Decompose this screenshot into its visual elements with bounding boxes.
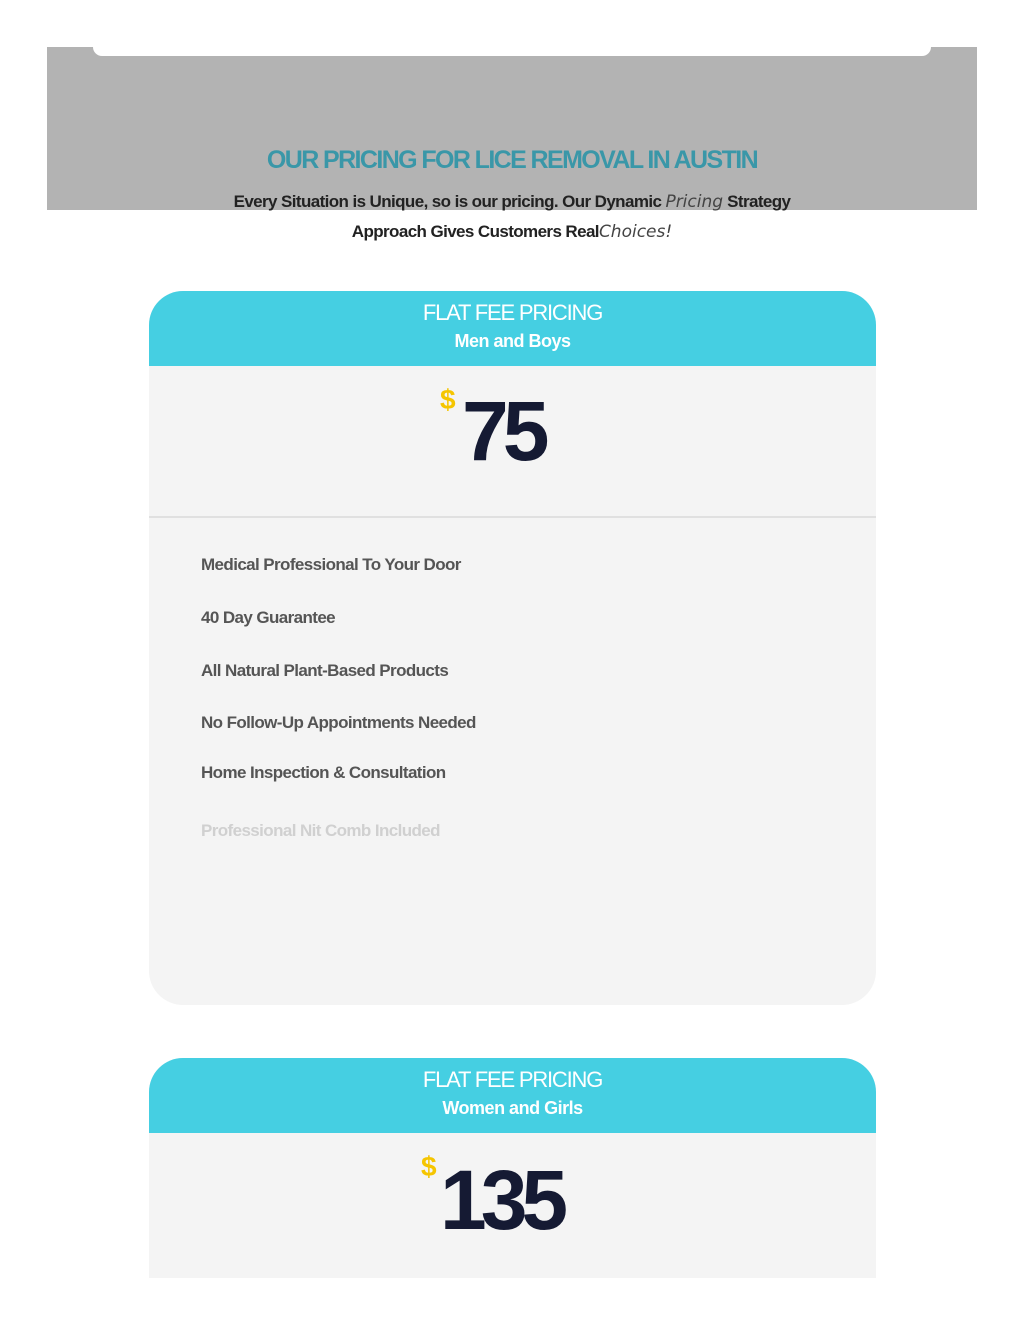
pricing-card-women-girls	[149, 1058, 876, 1278]
feature-item: 40 Day Guarantee	[201, 608, 336, 627]
currency-symbol: $	[440, 384, 456, 415]
feature-item-disabled: Professional Nit Comb Included	[201, 821, 440, 840]
header-band	[47, 47, 977, 210]
subtitle-italic-text: Pricing	[665, 192, 724, 212]
subtitle	[150, 187, 874, 247]
subtitle-text: Approach Gives Customers Real	[351, 222, 599, 241]
feature-item: Medical Professional To Your Door	[201, 555, 461, 574]
subtitle-text: Strategy	[723, 192, 791, 211]
plan-name: FLAT FEE PRICING	[422, 1067, 603, 1092]
feature-item: No Follow-Up Appointments Needed	[201, 713, 476, 732]
pricing-card-men-boys	[149, 291, 876, 1005]
plan-audience: Men and Boys	[454, 331, 571, 351]
plan-name: FLAT FEE PRICING	[422, 300, 603, 325]
header-tab	[93, 47, 931, 56]
card-header	[149, 291, 876, 366]
price-amount: 75	[462, 384, 544, 478]
subtitle-italic-text: Choices!	[598, 222, 673, 242]
page-title: OUR PRICING FOR LICE REMOVAL IN AUSTIN	[266, 146, 758, 174]
card-header	[149, 1058, 876, 1133]
feature-item: Home Inspection & Consultation	[201, 763, 446, 782]
currency-symbol: $	[421, 1151, 437, 1182]
price-amount: 135	[440, 1153, 563, 1247]
feature-item: All Natural Plant-Based Products	[201, 661, 449, 680]
plan-audience: Women and Girls	[442, 1098, 583, 1118]
subtitle-text: Every Situation is Unique, so is our pricing. Our Dynamic	[233, 192, 666, 211]
card-divider	[149, 516, 876, 518]
